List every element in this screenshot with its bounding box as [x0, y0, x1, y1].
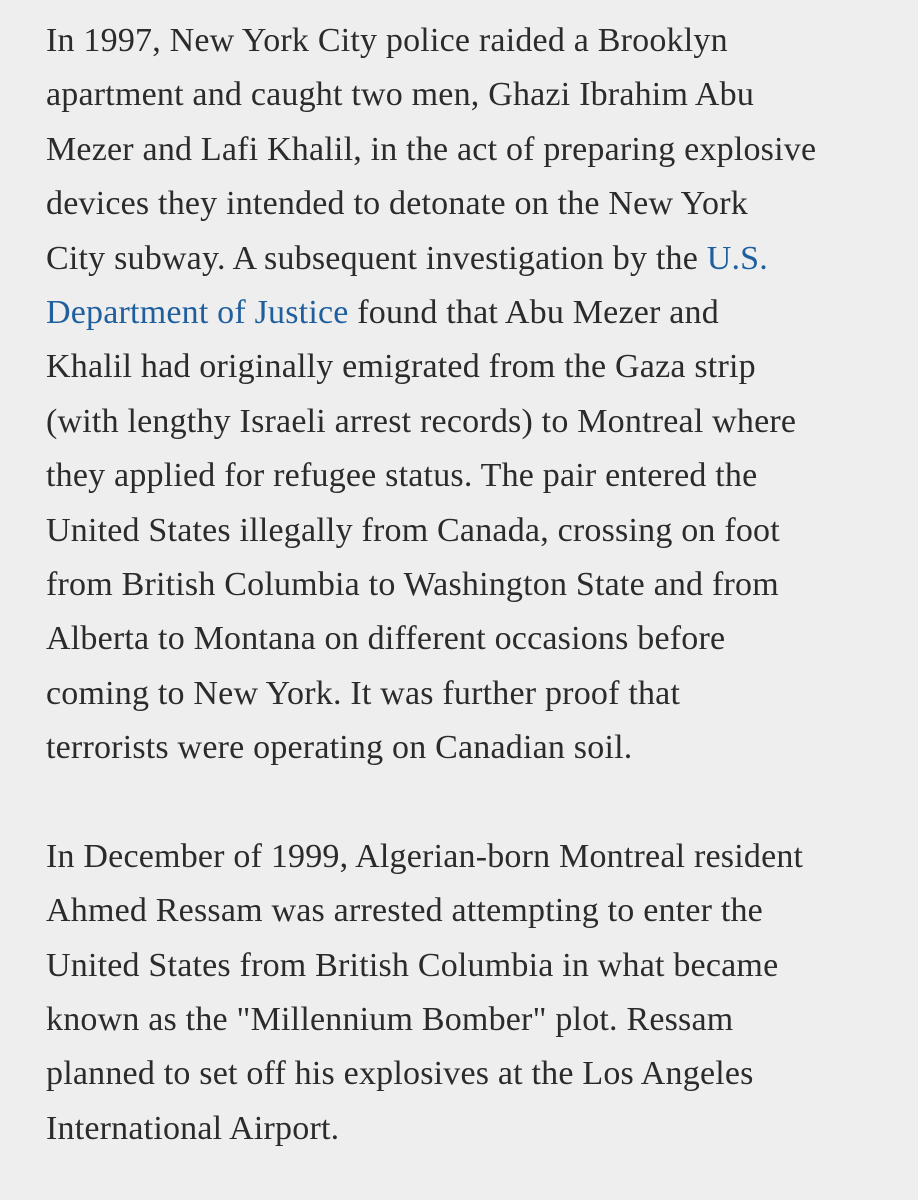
- text-line: [46, 286, 886, 340]
- text-line: coming to New York. It was further proof that: [46, 674, 681, 712]
- text-line: Khalil had originally emigrated from the Gaza strip: [46, 348, 756, 386]
- text-line: (with lengthy Israeli arrest records) to Montreal where: [46, 402, 797, 440]
- article-body: [46, 14, 886, 1156]
- text-line: Alberta to Montana on different occasions before: [46, 620, 726, 658]
- text-line: terrorists were operating on Canadian soil.: [46, 729, 633, 767]
- doj-link-part1[interactable]: U.S.: [706, 239, 768, 277]
- text-line: apartment and caught two men, Ghazi Ibrahim Abu: [46, 76, 755, 114]
- text-line: Mezer and Lafi Khalil, in the act of preparing explosive: [46, 130, 817, 168]
- text-line: planned to set off his explosives at the Los Angeles: [46, 1055, 754, 1093]
- text-line: In December of 1999, Algerian-born Montreal resident: [46, 837, 804, 875]
- text-line: from British Columbia to Washington State and from: [46, 566, 779, 604]
- text-line: Ahmed Ressam was arrested attempting to enter the: [46, 892, 763, 930]
- doj-link-part2[interactable]: Department of Justice: [46, 294, 349, 332]
- text-line: they applied for refugee status. The pair entered the: [46, 457, 758, 495]
- text-line: In 1997, New York City police raided a Brooklyn: [46, 22, 728, 59]
- text-segment: City subway. A subsequent investigation by the: [46, 239, 707, 277]
- text-line: devices they intended to detonate on the New York: [46, 185, 748, 223]
- text-line: United States illegally from Canada, crossing on foot: [46, 511, 780, 549]
- text-line: International Airport.: [46, 1109, 340, 1147]
- paragraph-1: [46, 14, 886, 776]
- text-line: [46, 232, 886, 286]
- text-line: known as the "Millennium Bomber" plot. Ressam: [46, 1000, 734, 1038]
- text-line: United States from British Columbia in what became: [46, 946, 779, 984]
- text-segment: found that Abu Mezer and: [348, 294, 719, 332]
- paragraph-2: [46, 830, 886, 1156]
